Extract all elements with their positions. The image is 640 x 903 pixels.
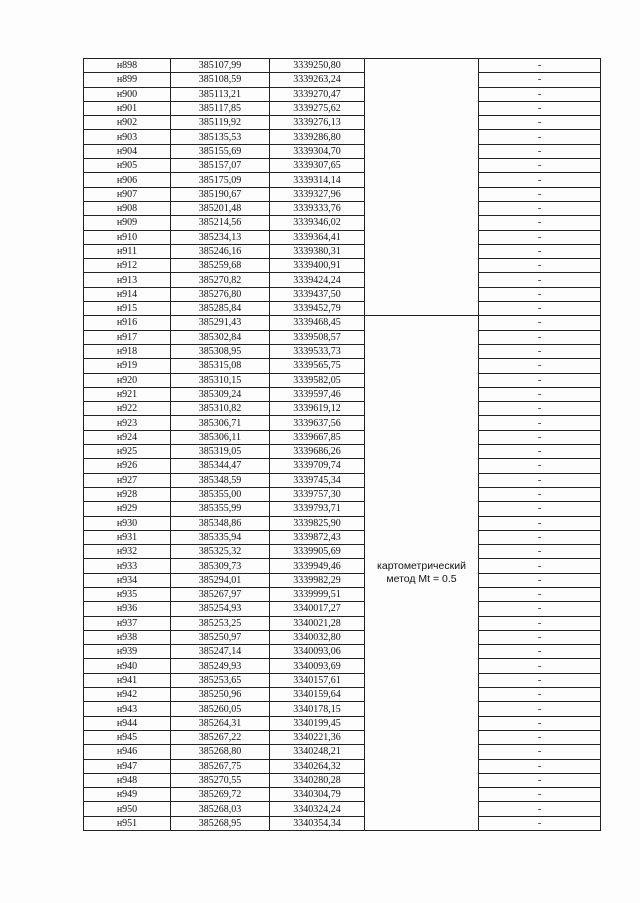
table-row [84, 316, 601, 330]
dash-cell: - [479, 516, 601, 530]
table-row [84, 87, 601, 101]
point-name-cell: н912 [84, 259, 171, 273]
y-coordinate-cell: 3339468,45 [270, 316, 365, 330]
y-coordinate-cell: 3340093,69 [270, 659, 365, 673]
point-name-cell: н923 [84, 416, 171, 430]
point-name-cell: н940 [84, 659, 171, 673]
dash-cell: - [479, 559, 601, 573]
x-coordinate-cell: 385302,84 [171, 330, 270, 344]
y-coordinate-cell: 3339333,76 [270, 201, 365, 215]
table-row [84, 259, 601, 273]
y-coordinate-cell: 3339619,12 [270, 402, 365, 416]
table-row [84, 216, 601, 230]
y-coordinate-cell: 3339872,43 [270, 530, 365, 544]
y-coordinate-cell: 3340178,15 [270, 702, 365, 716]
point-name-cell: н938 [84, 630, 171, 644]
x-coordinate-cell: 385254,93 [171, 602, 270, 616]
point-name-cell: н904 [84, 144, 171, 158]
y-coordinate-cell: 3340199,45 [270, 716, 365, 730]
point-name-cell: н899 [84, 73, 171, 87]
y-coordinate-cell: 3339949,46 [270, 559, 365, 573]
y-coordinate-cell: 3339597,46 [270, 387, 365, 401]
table-row [84, 144, 601, 158]
point-name-cell: н930 [84, 516, 171, 530]
y-coordinate-cell: 3339314,14 [270, 173, 365, 187]
table-row [84, 473, 601, 487]
dash-cell: - [479, 788, 601, 802]
y-coordinate-cell: 3339757,30 [270, 487, 365, 501]
dash-cell: - [479, 416, 601, 430]
point-name-cell: н914 [84, 287, 171, 301]
dash-cell: - [479, 201, 601, 215]
table-row [84, 173, 601, 187]
table-row [84, 745, 601, 759]
dash-cell: - [479, 173, 601, 187]
table-row [84, 645, 601, 659]
x-coordinate-cell: 385157,07 [171, 159, 270, 173]
table-row [84, 101, 601, 115]
x-coordinate-cell: 385306,11 [171, 430, 270, 444]
y-coordinate-cell: 3339263,24 [270, 73, 365, 87]
point-name-cell: н947 [84, 759, 171, 773]
point-name-cell: н918 [84, 344, 171, 358]
x-coordinate-cell: 385249,93 [171, 659, 270, 673]
x-coordinate-cell: 385319,05 [171, 445, 270, 459]
dash-cell: - [479, 159, 601, 173]
table-row [84, 344, 601, 358]
y-coordinate-cell: 3339276,13 [270, 116, 365, 130]
dash-cell: - [479, 130, 601, 144]
point-name-cell: н898 [84, 59, 171, 73]
dash-cell: - [479, 730, 601, 744]
dash-cell: - [479, 459, 601, 473]
y-coordinate-cell: 3339346,02 [270, 216, 365, 230]
point-name-cell: н934 [84, 573, 171, 587]
point-name-cell: н921 [84, 387, 171, 401]
y-coordinate-cell: 3339380,31 [270, 244, 365, 258]
x-coordinate-cell: 385250,96 [171, 688, 270, 702]
x-coordinate-cell: 385355,99 [171, 502, 270, 516]
table-row [84, 516, 601, 530]
table-row [84, 445, 601, 459]
y-coordinate-cell: 3339364,41 [270, 230, 365, 244]
accuracy-label: метод Mt = 0.5 [386, 573, 457, 586]
table-row [84, 487, 601, 501]
dash-cell: - [479, 244, 601, 258]
x-coordinate-cell: 385310,15 [171, 373, 270, 387]
dash-cell: - [479, 116, 601, 130]
dash-cell: - [479, 659, 601, 673]
dash-cell: - [479, 101, 601, 115]
dash-cell: - [479, 645, 601, 659]
table-row [84, 673, 601, 687]
y-coordinate-cell: 3339400,91 [270, 259, 365, 273]
dash-cell: - [479, 330, 601, 344]
y-coordinate-cell: 3339686,26 [270, 445, 365, 459]
y-coordinate-cell: 3340221,36 [270, 730, 365, 744]
x-coordinate-cell: 385201,48 [171, 201, 270, 215]
table-row [84, 287, 601, 301]
table-row [84, 402, 601, 416]
method-cell [365, 316, 479, 831]
point-name-cell: н906 [84, 173, 171, 187]
x-coordinate-cell: 385270,82 [171, 273, 270, 287]
table-row [84, 816, 601, 830]
dash-cell: - [479, 402, 601, 416]
x-coordinate-cell: 385268,95 [171, 816, 270, 830]
y-coordinate-cell: 3340032,80 [270, 630, 365, 644]
y-coordinate-cell: 3340159,64 [270, 688, 365, 702]
y-coordinate-cell: 3340264,32 [270, 759, 365, 773]
y-coordinate-cell: 3339286,80 [270, 130, 365, 144]
x-coordinate-cell: 385267,22 [171, 730, 270, 744]
y-coordinate-cell: 3339905,69 [270, 545, 365, 559]
table-row [84, 616, 601, 630]
dash-cell: - [479, 187, 601, 201]
dash-cell: - [479, 545, 601, 559]
table-row [84, 502, 601, 516]
dash-cell: - [479, 573, 601, 587]
table-row [84, 788, 601, 802]
y-coordinate-cell: 3339999,51 [270, 587, 365, 601]
table-row [84, 688, 601, 702]
x-coordinate-cell: 385135,53 [171, 130, 270, 144]
y-coordinate-cell: 3340021,28 [270, 616, 365, 630]
point-name-cell: н945 [84, 730, 171, 744]
table-row [84, 459, 601, 473]
point-name-cell: н939 [84, 645, 171, 659]
x-coordinate-cell: 385310,82 [171, 402, 270, 416]
x-coordinate-cell: 385175,09 [171, 173, 270, 187]
point-name-cell: н951 [84, 816, 171, 830]
point-name-cell: н931 [84, 530, 171, 544]
y-coordinate-cell: 3339327,96 [270, 187, 365, 201]
y-coordinate-cell: 3340354,34 [270, 816, 365, 830]
x-coordinate-cell: 385294,01 [171, 573, 270, 587]
dash-cell: - [479, 230, 601, 244]
x-coordinate-cell: 385344,47 [171, 459, 270, 473]
x-coordinate-cell: 385309,73 [171, 559, 270, 573]
dash-cell: - [479, 716, 601, 730]
dash-cell: - [479, 302, 601, 316]
table-row [84, 730, 601, 744]
dash-cell: - [479, 59, 601, 73]
x-coordinate-cell: 385325,32 [171, 545, 270, 559]
table-row [84, 602, 601, 616]
dash-cell: - [479, 316, 601, 330]
method-label: картометрический [377, 560, 466, 573]
point-name-cell: н928 [84, 487, 171, 501]
y-coordinate-cell: 3339304,70 [270, 144, 365, 158]
table-row [84, 73, 601, 87]
point-name-cell: н902 [84, 116, 171, 130]
dash-cell: - [479, 287, 601, 301]
x-coordinate-cell: 385253,65 [171, 673, 270, 687]
x-coordinate-cell: 385214,56 [171, 216, 270, 230]
x-coordinate-cell: 385267,97 [171, 587, 270, 601]
x-coordinate-cell: 385190,67 [171, 187, 270, 201]
y-coordinate-cell: 3339275,62 [270, 101, 365, 115]
x-coordinate-cell: 385234,13 [171, 230, 270, 244]
y-coordinate-cell: 3340157,61 [270, 673, 365, 687]
y-coordinate-cell: 3339508,57 [270, 330, 365, 344]
dash-cell: - [479, 344, 601, 358]
x-coordinate-cell: 385268,03 [171, 802, 270, 816]
table-row [84, 330, 601, 344]
x-coordinate-cell: 385315,08 [171, 359, 270, 373]
x-coordinate-cell: 385113,21 [171, 87, 270, 101]
y-coordinate-cell: 3339270,47 [270, 87, 365, 101]
x-coordinate-cell: 385267,75 [171, 759, 270, 773]
table-row [84, 530, 601, 544]
dash-cell: - [479, 773, 601, 787]
x-coordinate-cell: 385306,71 [171, 416, 270, 430]
dash-cell: - [479, 216, 601, 230]
y-coordinate-cell: 3339825,90 [270, 516, 365, 530]
y-coordinate-cell: 3339709,74 [270, 459, 365, 473]
y-coordinate-cell: 3340248,21 [270, 745, 365, 759]
x-coordinate-cell: 385246,16 [171, 244, 270, 258]
table-row [84, 773, 601, 787]
x-coordinate-cell: 385268,80 [171, 745, 270, 759]
y-coordinate-cell: 3339745,34 [270, 473, 365, 487]
x-coordinate-cell: 385260,05 [171, 702, 270, 716]
dash-cell: - [479, 473, 601, 487]
table-row [84, 159, 601, 173]
dash-cell: - [479, 816, 601, 830]
x-coordinate-cell: 385335,94 [171, 530, 270, 544]
y-coordinate-cell: 3339582,05 [270, 373, 365, 387]
point-name-cell: н925 [84, 445, 171, 459]
x-coordinate-cell: 385247,14 [171, 645, 270, 659]
dash-cell: - [479, 487, 601, 501]
x-coordinate-cell: 385270,55 [171, 773, 270, 787]
dash-cell: - [479, 673, 601, 687]
y-coordinate-cell: 3340017,27 [270, 602, 365, 616]
point-name-cell: н941 [84, 673, 171, 687]
point-name-cell: н937 [84, 616, 171, 630]
table-row [84, 630, 601, 644]
table-row [84, 587, 601, 601]
coordinates-table [83, 58, 601, 831]
x-coordinate-cell: 385308,95 [171, 344, 270, 358]
dash-cell: - [479, 530, 601, 544]
dash-cell: - [479, 359, 601, 373]
y-coordinate-cell: 3339452,79 [270, 302, 365, 316]
table-row [84, 716, 601, 730]
table-row [84, 302, 601, 316]
x-coordinate-cell: 385291,43 [171, 316, 270, 330]
table-row [84, 201, 601, 215]
point-name-cell: н935 [84, 587, 171, 601]
dash-cell: - [479, 745, 601, 759]
point-name-cell: н929 [84, 502, 171, 516]
x-coordinate-cell: 385107,99 [171, 59, 270, 73]
point-name-cell: н936 [84, 602, 171, 616]
dash-cell: - [479, 144, 601, 158]
point-name-cell: н905 [84, 159, 171, 173]
x-coordinate-cell: 385250,97 [171, 630, 270, 644]
y-coordinate-cell: 3339667,85 [270, 430, 365, 444]
x-coordinate-cell: 385117,85 [171, 101, 270, 115]
x-coordinate-cell: 385285,84 [171, 302, 270, 316]
x-coordinate-cell: 385108,59 [171, 73, 270, 87]
table-row [84, 273, 601, 287]
point-name-cell: н913 [84, 273, 171, 287]
point-name-cell: н944 [84, 716, 171, 730]
table-row [84, 659, 601, 673]
method-cell-upper [365, 59, 479, 316]
point-name-cell: н907 [84, 187, 171, 201]
y-coordinate-cell: 3339565,75 [270, 359, 365, 373]
y-coordinate-cell: 3339424,24 [270, 273, 365, 287]
point-name-cell: н922 [84, 402, 171, 416]
dash-cell: - [479, 688, 601, 702]
table-row [84, 802, 601, 816]
dash-cell: - [479, 616, 601, 630]
x-coordinate-cell: 385276,80 [171, 287, 270, 301]
point-name-cell: н919 [84, 359, 171, 373]
table-row [84, 59, 601, 73]
table-row [84, 359, 601, 373]
y-coordinate-cell: 3339982,29 [270, 573, 365, 587]
y-coordinate-cell: 3340093,06 [270, 645, 365, 659]
dash-cell: - [479, 445, 601, 459]
dash-cell: - [479, 387, 601, 401]
table-row [84, 116, 601, 130]
dash-cell: - [479, 273, 601, 287]
x-coordinate-cell: 385348,59 [171, 473, 270, 487]
dash-cell: - [479, 602, 601, 616]
y-coordinate-cell: 3340324,24 [270, 802, 365, 816]
point-name-cell: н933 [84, 559, 171, 573]
point-name-cell: н950 [84, 802, 171, 816]
point-name-cell: н909 [84, 216, 171, 230]
x-coordinate-cell: 385309,24 [171, 387, 270, 401]
dash-cell: - [479, 802, 601, 816]
y-coordinate-cell: 3339307,65 [270, 159, 365, 173]
dash-cell: - [479, 502, 601, 516]
point-name-cell: н910 [84, 230, 171, 244]
point-name-cell: н946 [84, 745, 171, 759]
x-coordinate-cell: 385155,69 [171, 144, 270, 158]
dash-cell: - [479, 630, 601, 644]
dash-cell: - [479, 259, 601, 273]
table-row [84, 130, 601, 144]
point-name-cell: н949 [84, 788, 171, 802]
coordinates-table-body [84, 59, 601, 831]
point-name-cell: н901 [84, 101, 171, 115]
table-row [84, 759, 601, 773]
table-row [84, 416, 601, 430]
point-name-cell: н903 [84, 130, 171, 144]
y-coordinate-cell: 3339637,56 [270, 416, 365, 430]
point-name-cell: н920 [84, 373, 171, 387]
dash-cell: - [479, 702, 601, 716]
point-name-cell: н942 [84, 688, 171, 702]
table-row [84, 430, 601, 444]
x-coordinate-cell: 385348,86 [171, 516, 270, 530]
table-row [84, 559, 601, 573]
table-row [84, 373, 601, 387]
point-name-cell: н911 [84, 244, 171, 258]
table-row [84, 387, 601, 401]
dash-cell: - [479, 73, 601, 87]
x-coordinate-cell: 385119,92 [171, 116, 270, 130]
table-row [84, 244, 601, 258]
x-coordinate-cell: 385355,00 [171, 487, 270, 501]
x-coordinate-cell: 385264,31 [171, 716, 270, 730]
point-name-cell: н915 [84, 302, 171, 316]
point-name-cell: н924 [84, 430, 171, 444]
y-coordinate-cell: 3340280,28 [270, 773, 365, 787]
point-name-cell: н932 [84, 545, 171, 559]
y-coordinate-cell: 3339533,73 [270, 344, 365, 358]
y-coordinate-cell: 3339793,71 [270, 502, 365, 516]
point-name-cell: н943 [84, 702, 171, 716]
dash-cell: - [479, 587, 601, 601]
point-name-cell: н900 [84, 87, 171, 101]
table-row [84, 702, 601, 716]
dash-cell: - [479, 430, 601, 444]
point-name-cell: н908 [84, 201, 171, 215]
dash-cell: - [479, 373, 601, 387]
table-row [84, 545, 601, 559]
x-coordinate-cell: 385259,68 [171, 259, 270, 273]
table-row [84, 230, 601, 244]
point-name-cell: н948 [84, 773, 171, 787]
point-name-cell: н916 [84, 316, 171, 330]
y-coordinate-cell: 3339437,50 [270, 287, 365, 301]
table-row [84, 573, 601, 587]
x-coordinate-cell: 385269,72 [171, 788, 270, 802]
table-row [84, 187, 601, 201]
y-coordinate-cell: 3339250,80 [270, 59, 365, 73]
point-name-cell: н917 [84, 330, 171, 344]
y-coordinate-cell: 3340304,79 [270, 788, 365, 802]
point-name-cell: н927 [84, 473, 171, 487]
dash-cell: - [479, 87, 601, 101]
dash-cell: - [479, 759, 601, 773]
x-coordinate-cell: 385253,25 [171, 616, 270, 630]
point-name-cell: н926 [84, 459, 171, 473]
